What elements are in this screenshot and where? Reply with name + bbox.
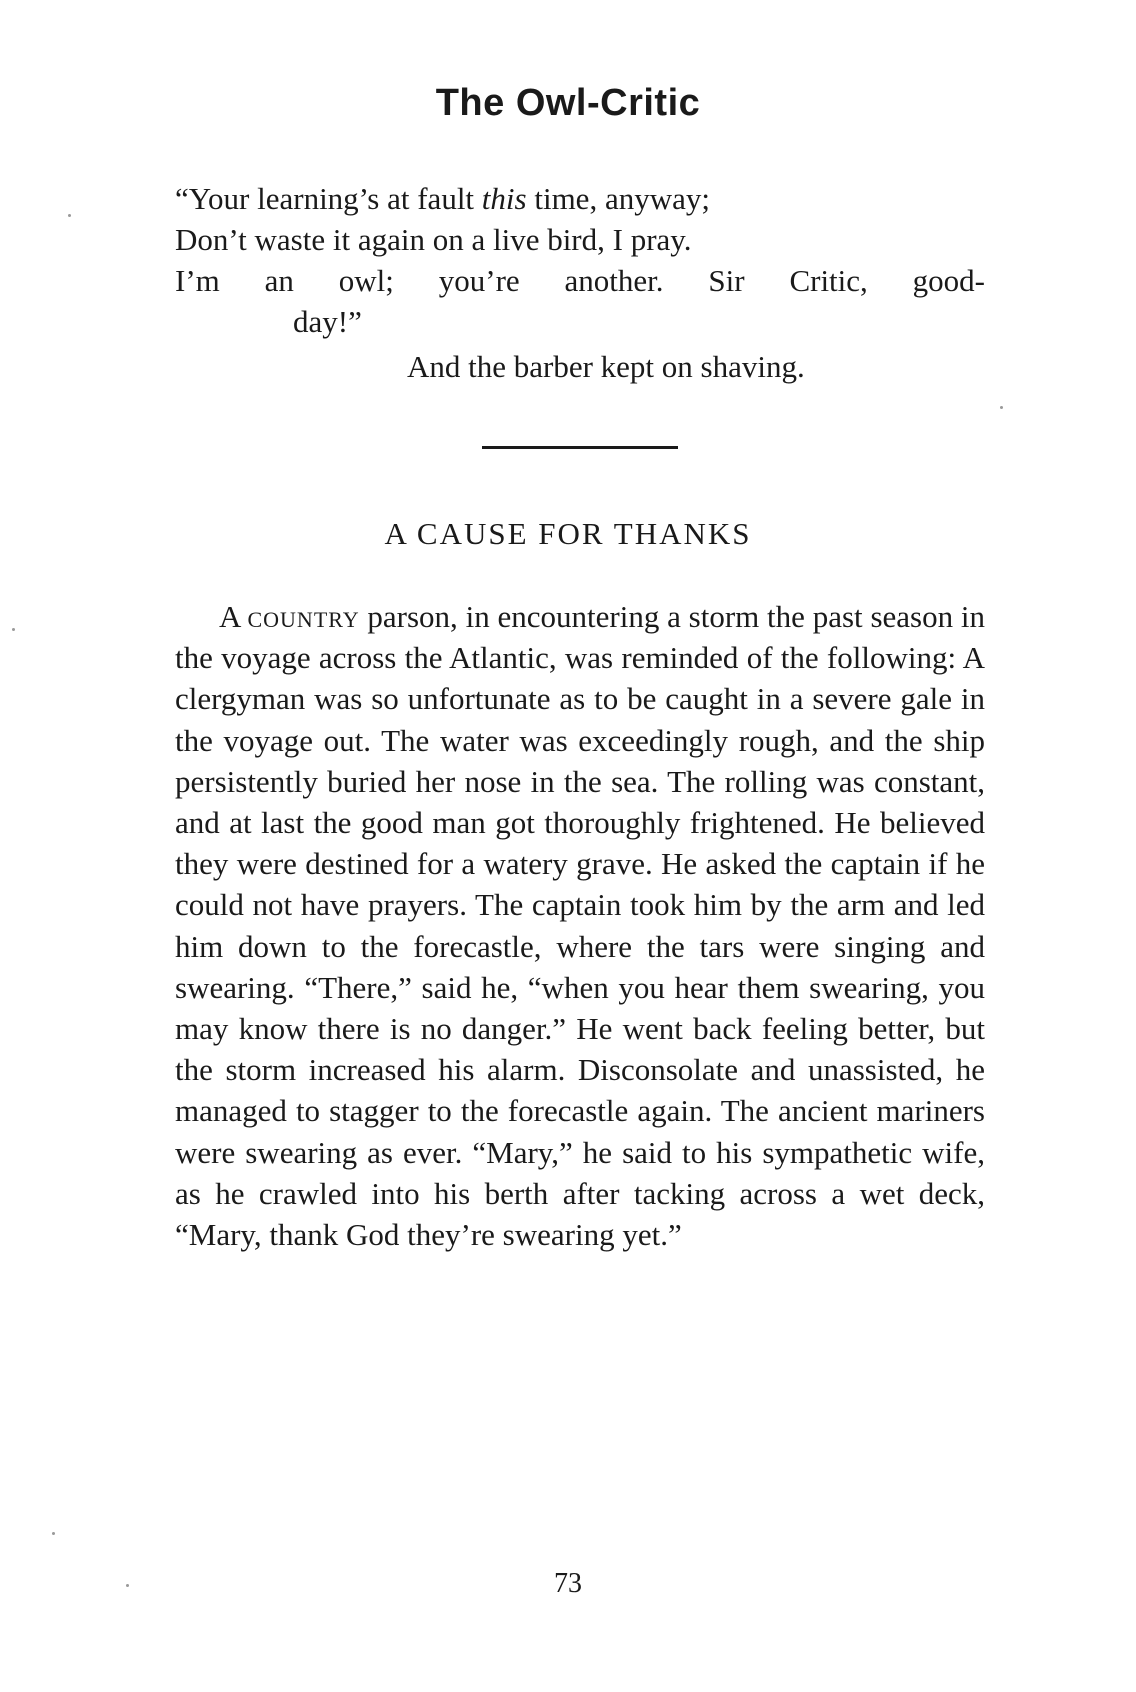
verse-line-1-start: “Your learning’s at fault (175, 181, 482, 216)
verse-refrain: And the barber kept on shaving. (407, 349, 805, 384)
section-title: A CAUSE FOR THANKS (384, 516, 752, 551)
verse-line-1-emphasis: this (481, 181, 527, 216)
verse-stanza (175, 178, 985, 387)
story-body: parson, in encountering a storm the past season in the voyage across the Atlantic, was reminded of the following: A clergyman was so unfortunate as to be caught in a severe gale in the voyage out. The water was exceedingly rough, and the ship persistently buried her nose in the sea. The rolling was constant, and at last the good man got thoroughly frightened. He believed they were destined for a watery grave. He asked the captain if he could not have prayers. The captain took him by the arm and led him down to the forecastle, where the tars were singing and swearing. “There,” said he, “when you hear them swearing, you may know there is no danger.” He went back feeling better, but the storm increased his alarm. Disconsolate and unassisted, he managed to stagger to the forecastle again. The ancient mariners were swearing as ever. “Mary,” he said to his sympathetic wife, as he crawled into his berth after tacking across a wet deck, “Mary, thank God they’re swearing yet.” (175, 599, 986, 1253)
paper-speck (68, 214, 71, 217)
verse-line-4: day!” (293, 304, 362, 339)
paper-speck (126, 1584, 129, 1587)
paper-speck (12, 628, 15, 631)
running-head: The Owl-Critic (435, 82, 701, 124)
verse-line-2: Don’t waste it again on a live bird, I pray. (175, 222, 692, 257)
verse-line-3: I’m an owl; you’re another. Sir Critic, good- (175, 263, 985, 298)
section-divider (482, 446, 678, 449)
paper-speck (52, 1532, 55, 1535)
page-number: 73 (554, 1568, 582, 1599)
verse-line-1-end: time, anyway; (526, 181, 710, 216)
lead-word: A (219, 599, 240, 634)
paper-speck (1000, 406, 1003, 409)
story-paragraph (175, 596, 985, 1255)
lead-word-smallcaps: country (247, 599, 360, 634)
verse-line-1 (175, 178, 985, 219)
